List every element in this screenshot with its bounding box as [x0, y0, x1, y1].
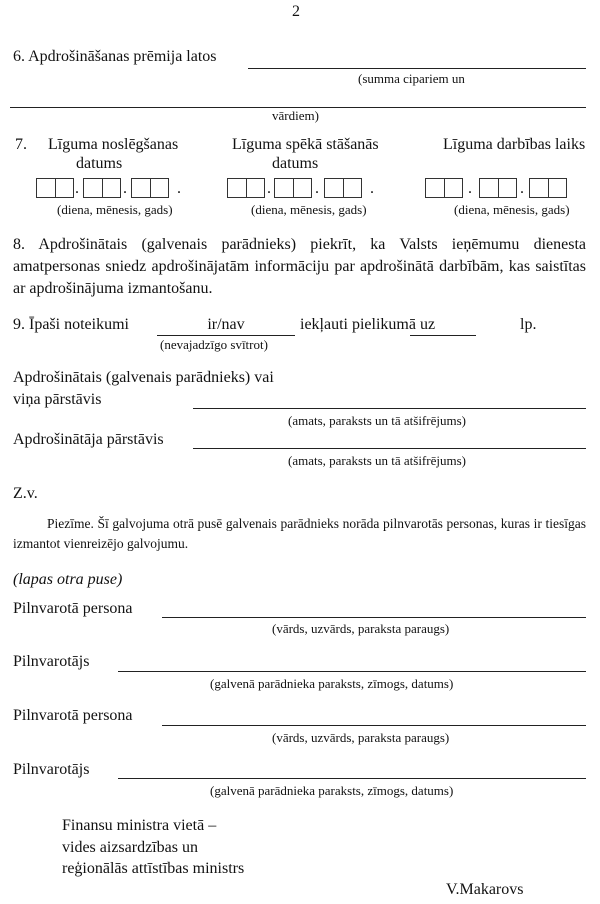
date-caption: (diena, mēnesis, gads): [251, 202, 367, 217]
dot: .: [267, 180, 271, 197]
dot: .: [75, 180, 79, 197]
term-year-box[interactable]: [529, 178, 567, 198]
item9-caption: (nevajadzīgo svītrot): [160, 337, 268, 352]
row3-line[interactable]: [162, 725, 586, 726]
stamp-place: Z.v.: [13, 485, 38, 502]
term-month-box[interactable]: [479, 178, 517, 198]
reverse-side-heading: (lapas otra puse): [13, 571, 123, 588]
item6-label: 6. Apdrošināšanas prēmija latos: [13, 48, 217, 65]
note-paragraph: Piezīme. Šī galvojuma otrā pusē galvenais parādnieks norāda pilnvarotās personas, kuras ir tiesīgas izmantot vienreizējo galvojumu.: [13, 516, 586, 551]
item8-paragraph: 8. Apdrošinātais (galvenais parādnieks) piekrīt, ka Valsts ieņēmumu dienesta amatpersonas sniedz apdrošinājatām informāciju par apdrošinātā darbībām, kas saistītas ar apdrošinājuma izmantošanu.: [13, 236, 586, 297]
row3-caption: (vārds, uzvārds, paraksta paraugs): [272, 730, 450, 745]
sig1-label2: viņa pārstāvis: [13, 391, 102, 408]
footer-line3: reģionālās attīstības ministrs: [62, 860, 245, 877]
sig2-caption: (amats, paraksts un tā atšifrējums): [288, 453, 466, 468]
dot: .: [468, 180, 472, 197]
row2-label: Pilnvarotājs: [13, 653, 90, 670]
minister-name: V.Makarovs: [446, 881, 524, 898]
dot: .: [370, 180, 374, 197]
row3-label: Pilnvarotā persona: [13, 707, 133, 724]
col3-heading: Līguma darbības laiks: [443, 136, 586, 153]
effective-month-box[interactable]: [274, 178, 312, 198]
sig1-line[interactable]: [193, 408, 586, 409]
item9-value: ir/nav: [207, 316, 245, 333]
effective-year-box[interactable]: [324, 178, 362, 198]
col1-heading2: datums: [76, 155, 123, 172]
row4-caption: (galvenā parādnieka paraksts, zīmogs, datums): [210, 783, 454, 798]
row4-line[interactable]: [118, 778, 586, 779]
effective-day-box[interactable]: [227, 178, 265, 198]
conclusion-year-box[interactable]: [131, 178, 169, 198]
sig1-caption: (amats, paraksts un tā atšifrējums): [288, 413, 466, 428]
sig2-label: Apdrošinātāja pārstāvis: [13, 431, 164, 448]
dot: .: [177, 180, 181, 197]
item9-middle: iekļauti pielikumā uz: [300, 316, 436, 333]
dot: .: [520, 180, 524, 197]
sig2-line[interactable]: [193, 448, 586, 449]
row4-label: Pilnvarotājs: [13, 761, 90, 778]
date-caption: (diena, mēnesis, gads): [454, 202, 570, 217]
item9-label: 9. Īpaši noteikumi: [13, 316, 129, 333]
item7-number: 7.: [15, 136, 27, 153]
pages-line[interactable]: [410, 335, 476, 336]
col1-heading: Līguma noslēgšanas: [48, 136, 179, 153]
row1-line[interactable]: [162, 617, 586, 618]
footer-line2: vides aizsardzības un: [62, 839, 198, 856]
term-day-box[interactable]: [425, 178, 463, 198]
sig1-label1: Apdrošinātais (galvenais parādnieks) vai: [13, 369, 274, 386]
premium-figures-line[interactable]: [248, 68, 586, 69]
col2-heading2: datums: [272, 155, 319, 172]
item9-value-line[interactable]: [157, 335, 295, 336]
conclusion-day-box[interactable]: [36, 178, 74, 198]
dot: .: [123, 180, 127, 197]
col2-heading: Līguma spēkā stāšanās: [232, 136, 379, 153]
date-caption: (diena, mēnesis, gads): [57, 202, 173, 217]
dot: .: [315, 180, 319, 197]
row1-label: Pilnvarotā persona: [13, 600, 133, 617]
row1-caption: (vārds, uzvārds, paraksta paraugs): [272, 621, 450, 636]
row2-line[interactable]: [118, 671, 586, 672]
page-number: 2: [292, 3, 300, 20]
row2-caption: (galvenā parādnieka paraksts, zīmogs, datums): [210, 676, 454, 691]
item6-caption2: vārdiem): [272, 108, 319, 123]
footer-line1: Finansu ministra vietā –: [62, 817, 217, 834]
item6-caption1: (summa cipariem un: [358, 71, 465, 86]
conclusion-month-box[interactable]: [83, 178, 121, 198]
item9-end: lp.: [520, 316, 537, 333]
